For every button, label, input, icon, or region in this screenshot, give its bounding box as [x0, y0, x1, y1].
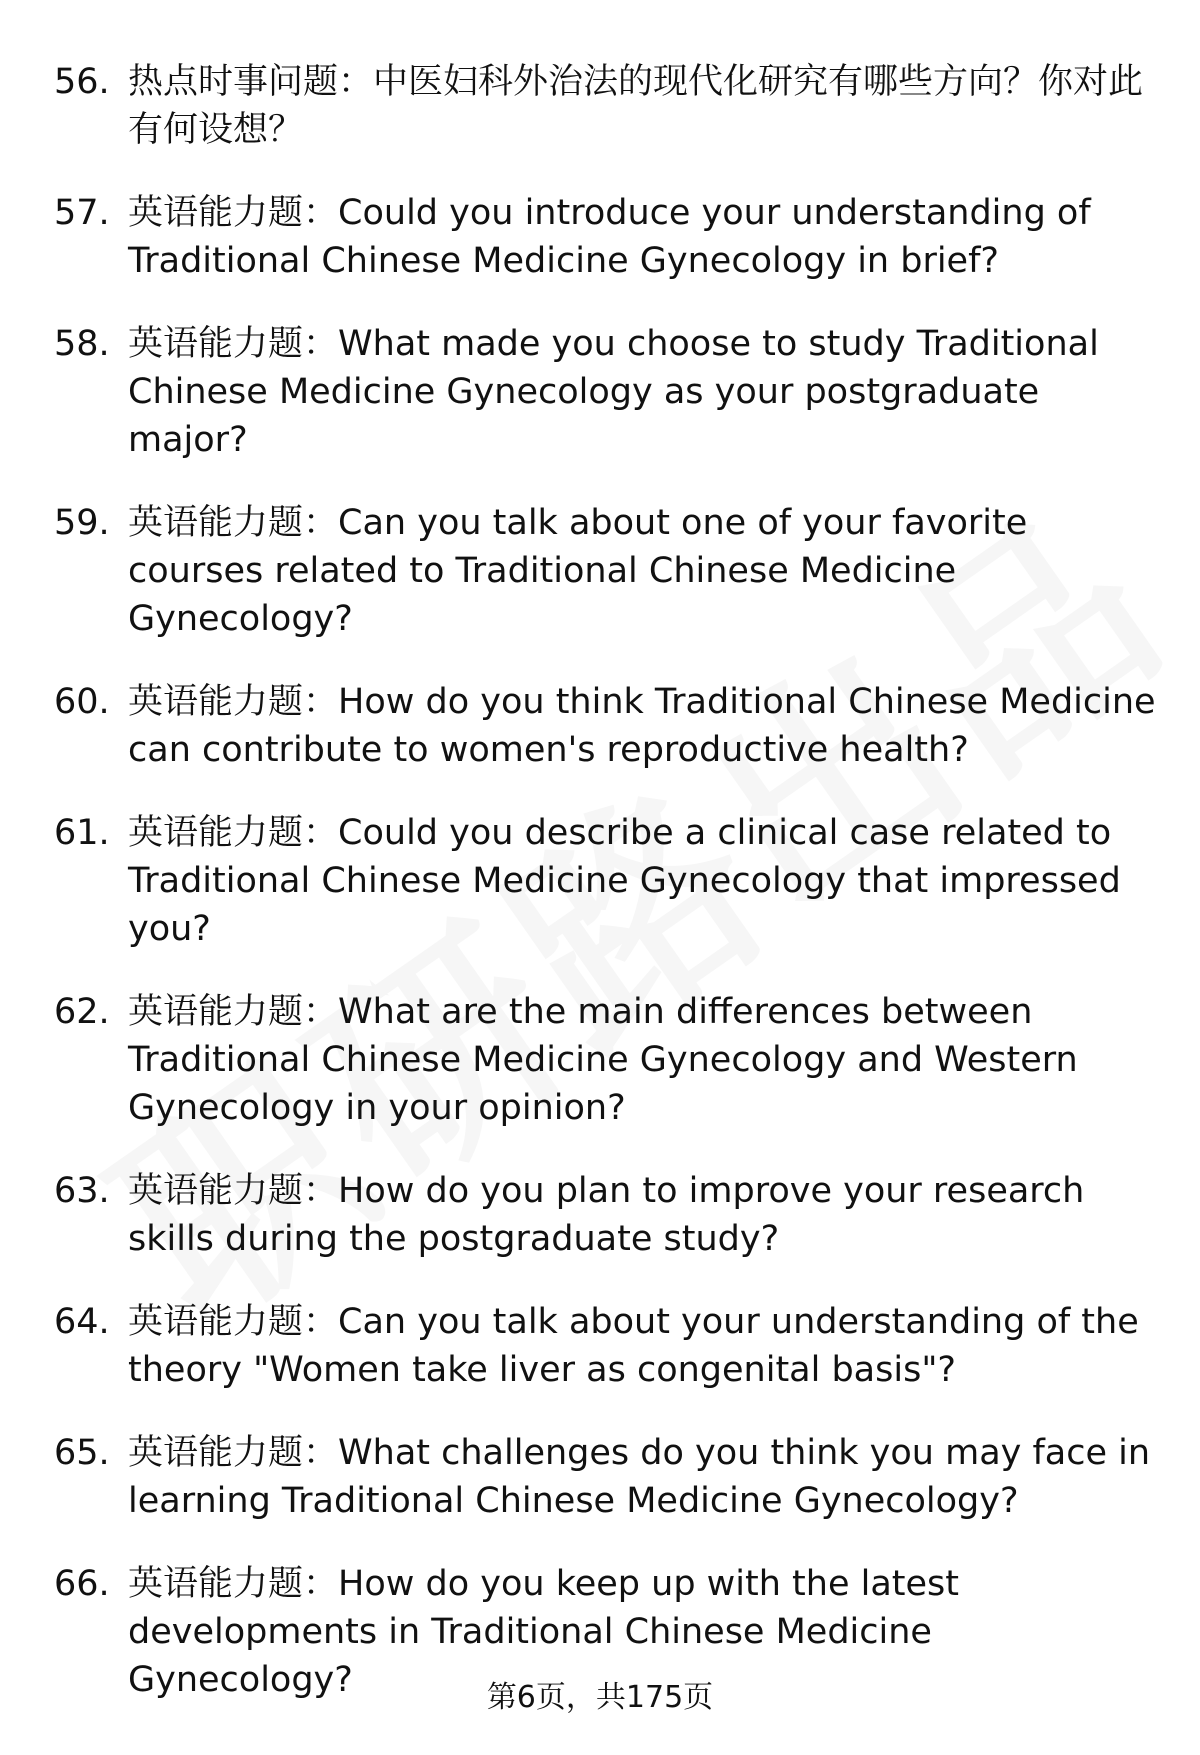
question-number: 62.: [54, 992, 110, 1032]
question-number: 63.: [54, 1171, 110, 1211]
question-body: [128, 189, 1164, 285]
question-item-64: [54, 1298, 1164, 1394]
question-separator: ：: [303, 682, 339, 722]
question-item-58: [54, 320, 1164, 464]
question-text: What challenges do you think you may face in learning Traditional Chinese Medicine Gynecology?: [128, 1433, 1151, 1521]
question-category: 英语能力题: [128, 682, 304, 722]
question-text: What made you choose to study Traditional Chinese Medicine Gynecology as your postgraduate major?: [128, 324, 1099, 460]
question-text: 中医妇科外治法的现代化研究有哪些方向？你对此有何设想？: [128, 62, 1144, 150]
question-text: How do you keep up with the latest developments in Traditional Chinese Medicine Gynecology?: [128, 1564, 959, 1700]
question-number: 58.: [54, 324, 110, 364]
question-number: 61.: [54, 813, 110, 853]
question-category: 英语能力题: [128, 193, 304, 233]
question-text: What are the main differences between Traditional Chinese Medicine Gynecology and Western Gynecology in your opinion?: [128, 992, 1078, 1128]
question-number: 65.: [54, 1433, 110, 1473]
question-body: [128, 320, 1164, 464]
question-number: 59.: [54, 503, 110, 543]
question-text: Can you talk about your understanding of the theory "Women take liver as congenital basis"?: [128, 1302, 1139, 1390]
question-category: 英语能力题: [128, 813, 304, 853]
question-body: [128, 58, 1164, 154]
question-category: 热点时事问题: [128, 62, 339, 102]
question-category: 英语能力题: [128, 503, 304, 543]
question-item-57: [54, 189, 1164, 285]
page-number-label: 第6页，共175页: [486, 1680, 714, 1715]
question-number: 66.: [54, 1564, 110, 1604]
question-item-65: [54, 1429, 1164, 1525]
question-body: [128, 809, 1164, 953]
question-number: 56.: [54, 62, 110, 102]
question-item-63: [54, 1167, 1164, 1263]
question-body: [128, 988, 1164, 1132]
question-separator: ：: [303, 503, 339, 543]
question-separator: ：: [303, 1171, 339, 1211]
question-text: How do you think Traditional Chinese Medicine can contribute to women's reproductive health?: [128, 682, 1156, 770]
question-item-62: [54, 988, 1164, 1132]
question-text: Can you talk about one of your favorite courses related to Traditional Chinese Medicine Gynecology?: [128, 503, 1028, 639]
page-footer: [0, 1678, 1200, 1718]
question-separator: ：: [303, 193, 339, 233]
question-text: Could you introduce your understanding of Traditional Chinese Medicine Gynecology in brief?: [128, 193, 1091, 281]
question-category: 英语能力题: [128, 1564, 304, 1604]
question-category: 英语能力题: [128, 1302, 304, 1342]
question-separator: ：: [303, 1302, 339, 1342]
question-text: How do you plan to improve your research skills during the postgraduate study?: [128, 1171, 1085, 1259]
question-category: 英语能力题: [128, 1433, 304, 1473]
question-list: [54, 58, 1164, 1739]
question-body: [128, 499, 1164, 643]
question-category: 英语能力题: [128, 1171, 304, 1211]
question-category: 英语能力题: [128, 324, 304, 364]
question-category: 英语能力题: [128, 992, 304, 1032]
question-separator: ：: [303, 1564, 339, 1604]
question-body: [128, 1429, 1164, 1525]
question-text: Could you describe a clinical case related to Traditional Chinese Medicine Gynecology that impressed you?: [128, 813, 1121, 949]
question-item-61: [54, 809, 1164, 953]
question-body: [128, 1167, 1164, 1263]
question-separator: ：: [303, 992, 339, 1032]
question-separator: ：: [303, 1433, 339, 1473]
question-number: 64.: [54, 1302, 110, 1342]
question-number: 60.: [54, 682, 110, 722]
question-item-56: [54, 58, 1164, 154]
question-item-60: [54, 678, 1164, 774]
question-body: [128, 678, 1164, 774]
question-body: [128, 1298, 1164, 1394]
question-separator: ：: [338, 62, 374, 102]
question-number: 57.: [54, 193, 110, 233]
question-separator: ：: [303, 813, 339, 853]
question-item-59: [54, 499, 1164, 643]
question-separator: ：: [303, 324, 339, 364]
